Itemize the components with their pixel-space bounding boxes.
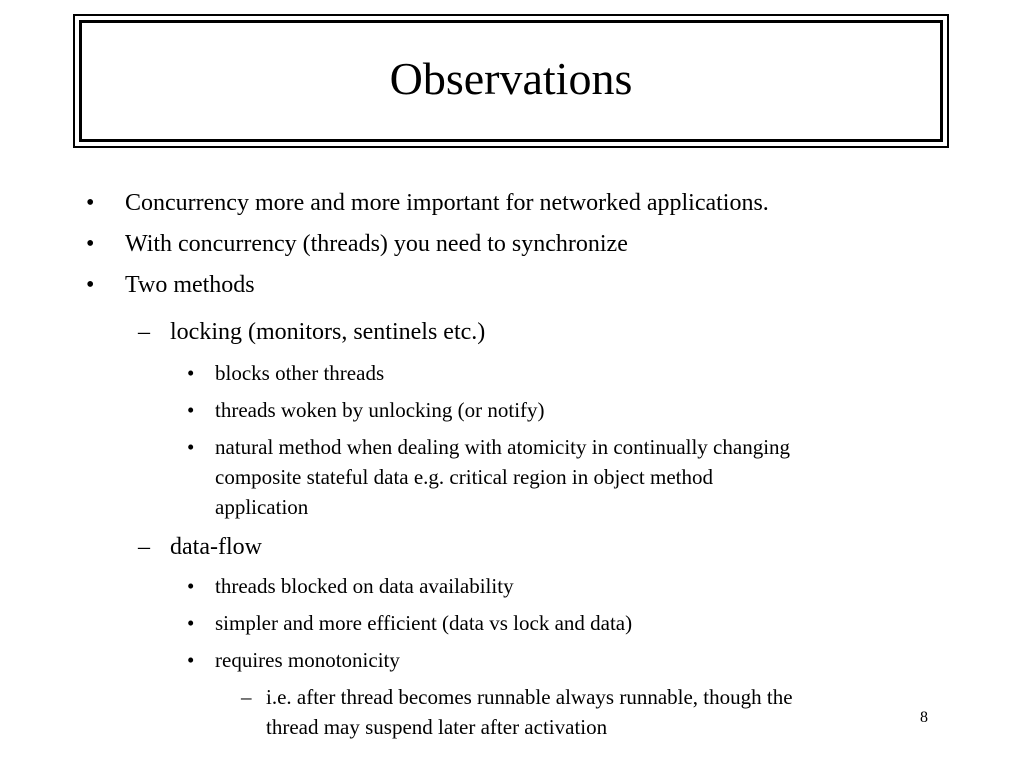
monotonicity-detail (0, 682, 793, 742)
bullet-text: Two methods (125, 272, 255, 298)
page-number: 8 (920, 709, 928, 726)
slide-title: Observations (389, 53, 633, 104)
item-text: threads blocked on data availability (215, 574, 514, 598)
item-text-line: application (215, 495, 309, 519)
detail-text-line: thread may suspend later after activation (266, 715, 608, 739)
detail-text-line: i.e. after thread becomes runnable always runnable, though the (266, 685, 793, 709)
bullet-marker: • (86, 272, 95, 298)
dataflow-item-simpler (0, 608, 632, 638)
bullet-marker: • (187, 611, 195, 635)
title-box (73, 14, 949, 148)
subitem-locking (0, 317, 485, 347)
item-text: blocks other threads (215, 361, 385, 385)
locking-item-woken (0, 395, 545, 425)
dataflow-item-monotonicity (0, 645, 400, 675)
dash-marker: – (241, 685, 252, 709)
detail-text-wrap (266, 682, 793, 742)
bullet-synchronize (0, 229, 628, 259)
bullet-marker: • (187, 574, 195, 598)
dash-marker: – (138, 319, 150, 345)
dash-marker: – (138, 534, 150, 560)
bullet-two-methods (0, 270, 255, 300)
bullet-marker: • (187, 361, 195, 385)
subitem-text: locking (monitors, sentinels etc.) (170, 319, 486, 345)
bullet-marker: • (187, 648, 195, 672)
item-text-line: composite stateful data e.g. critical region in object method (215, 465, 714, 489)
bullet-text: With concurrency (threads) you need to synchronize (125, 231, 628, 257)
bullet-marker: • (187, 398, 195, 422)
bullet-text: Concurrency more and more important for networked applications. (125, 190, 769, 216)
item-text: requires monotonicity (215, 648, 400, 672)
item-text: threads woken by unlocking (or notify) (215, 398, 545, 422)
subitem-data-flow (0, 532, 262, 562)
item-text-line: natural method when dealing with atomicity in continually changing (215, 435, 791, 459)
locking-item-natural (0, 432, 790, 522)
dataflow-item-blocked (0, 571, 514, 601)
item-text-wrap (215, 432, 790, 522)
bullet-marker: • (86, 231, 95, 257)
subitem-text: data-flow (170, 534, 262, 560)
locking-item-blocks (0, 358, 384, 388)
bullet-marker: • (86, 190, 95, 216)
bullet-concurrency (0, 188, 769, 218)
item-text: simpler and more efficient (data vs lock and data) (215, 611, 633, 635)
title-frame (79, 20, 943, 142)
bullet-marker: • (187, 435, 195, 459)
